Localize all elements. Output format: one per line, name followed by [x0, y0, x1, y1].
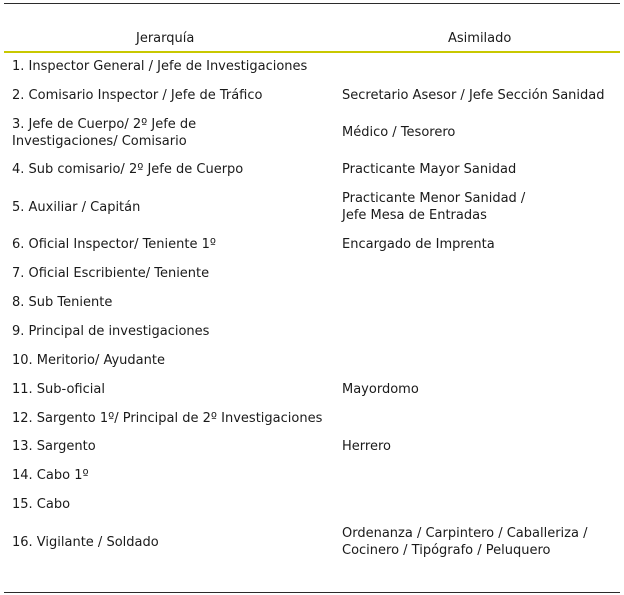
row-16-jerarquia: 16. Vigilante / Soldado — [12, 535, 159, 550]
row-3-jerarquia-line-1: 3. Jefe de Cuerpo/ 2º Jefe de — [12, 117, 197, 132]
row-11-jerarquia: 11. Sub-oficial — [12, 382, 105, 397]
row-16-asimilado-line-1: Ordenanza / Carpintero / Caballeriza / — [342, 526, 588, 541]
row-5-jerarquia: 5. Auxiliar / Capitán — [12, 200, 141, 215]
row-3-asimilado: Médico / Tesorero — [342, 125, 456, 140]
top-rule — [4, 3, 620, 4]
row-2-asimilado: Secretario Asesor / Jefe Sección Sanidad — [342, 88, 605, 103]
header-rule — [4, 51, 620, 53]
row-2-jerarquia: 2. Comisario Inspector / Jefe de Tráfico — [12, 88, 263, 103]
row-12-jerarquia: 12. Sargento 1º/ Principal de 2º Investigaciones — [12, 411, 323, 426]
row-4-asimilado: Practicante Mayor Sanidad — [342, 162, 517, 177]
bottom-rule — [4, 592, 620, 593]
row-5-asimilado-line-1: Practicante Menor Sanidad / — [342, 191, 526, 206]
row-13-jerarquia: 13. Sargento — [12, 439, 96, 454]
row-15-jerarquia: 15. Cabo — [12, 497, 71, 512]
row-8-jerarquia: 8. Sub Teniente — [12, 295, 113, 310]
row-13-asimilado: Herrero — [342, 439, 391, 454]
row-5-asimilado-line-2: Jefe Mesa de Entradas — [342, 208, 487, 223]
row-11-asimilado: Mayordomo — [342, 382, 419, 397]
row-6-jerarquia: 6. Oficial Inspector/ Teniente 1º — [12, 237, 217, 252]
row-1-jerarquia: 1. Inspector General / Jefe de Investigaciones — [12, 59, 308, 74]
row-6-asimilado: Encargado de Imprenta — [342, 237, 495, 252]
row-16-asimilado-line-2: Cocinero / Tipógrafo / Peluquero — [342, 543, 551, 558]
row-3-jerarquia-line-2: Investigaciones/ Comisario — [12, 134, 187, 149]
header-asimilado: Asimilado — [448, 31, 512, 46]
header-jerarquia: Jerarquía — [136, 31, 195, 46]
row-7-jerarquia: 7. Oficial Escribiente/ Teniente — [12, 266, 210, 281]
row-4-jerarquia: 4. Sub comisario/ 2º Jefe de Cuerpo — [12, 162, 244, 177]
row-14-jerarquia: 14. Cabo 1º — [12, 468, 89, 483]
row-9-jerarquia: 9. Principal de investigaciones — [12, 324, 210, 339]
row-10-jerarquia: 10. Meritorio/ Ayudante — [12, 353, 165, 368]
